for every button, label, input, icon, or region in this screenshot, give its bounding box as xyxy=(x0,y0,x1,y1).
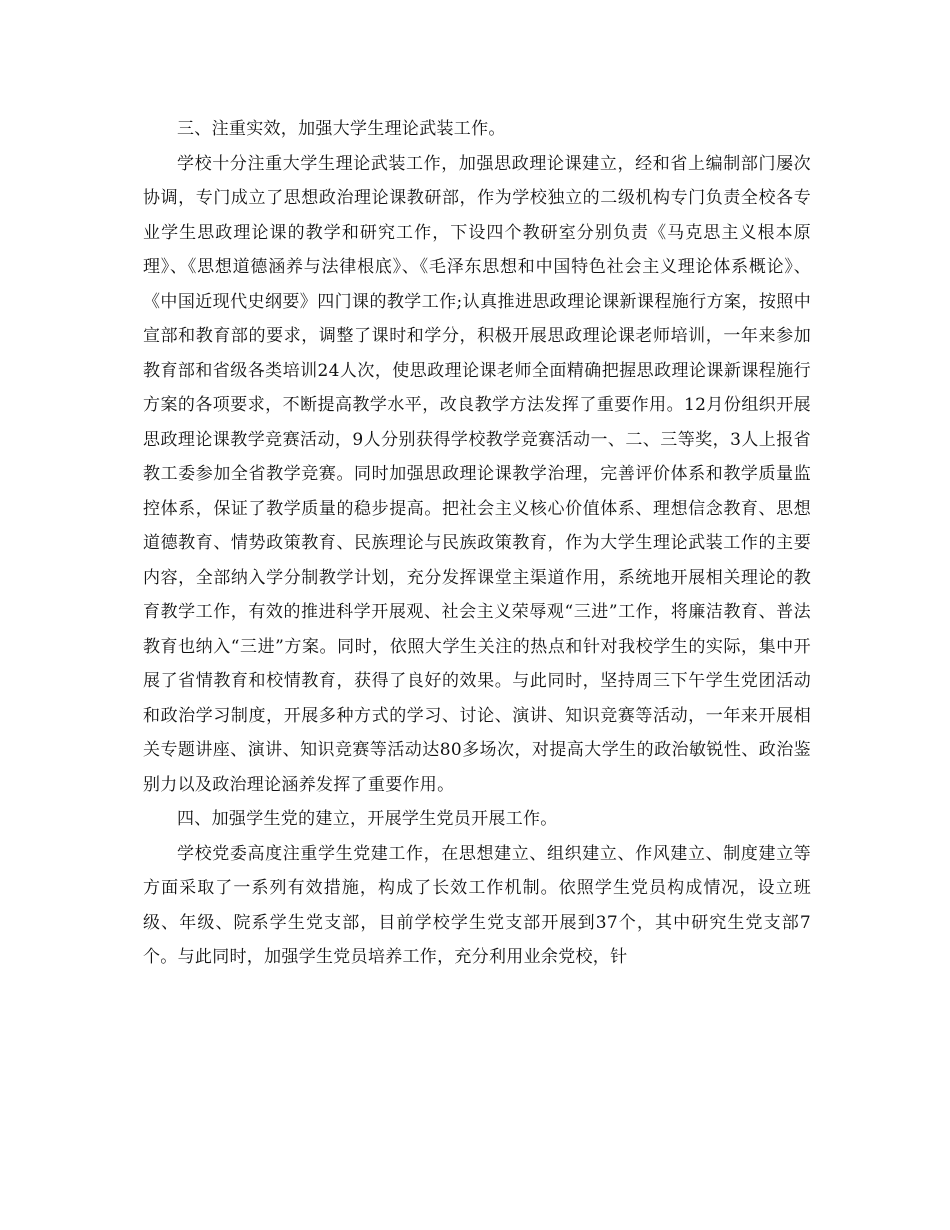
section-heading-3: 三、注重实效，加强大学生理论武装工作。 xyxy=(177,119,506,139)
document-page xyxy=(143,112,811,975)
section-body-3: 学校十分注重大学生理论武装工作，加强思政理论课建立，经和省上编制部门屡次协调，专门成立了思想政治理论课教研部，作为学校独立的二级机构专门负责全校各专业学生思政理论课的教学和研究工作，下设四个教研室分别负责《马克思主义根本原理》、《思想道德涵养与法律根底》、《毛泽东思想和中国特色社会主义理论体系概论》、《中国近现代史纲要》四门课的教学工作;认真推进思政理论课新课程施行方案，按照中宣部和教育部的要求，调整了课时和学分，积极开展思政理论课老师培训，一年来参加教育部和省级各类培训24人次，使思政理论课老师全面精确把握思政理论课新课程施行方案的各项要求，不断提高教学水平，改良教学方法发挥了重要作用。12月份组织开展思政理论课教学竞赛活动，9人分别获得学校教学竞赛活动一、二、三等奖，3人上报省教工委参加全省教学竞赛。同时加强思政理论课教学治理，完善评价体系和教学质量监控体系，保证了教学质量的稳步提高。把社会主义核心价值体系、理想信念教育、思想道德教育、情势政策教育、民族理论与民族政策教育，作为大学生理论武装工作的主要内容，全部纳入学分制教学计划，充分发挥课堂主渠道作用，系统地开展相关理论的教育教学工作，有效的推进科学开展观、社会主义荣辱观“三进”工作，将廉洁教育、普法教育也纳入“三进”方案。同时，依照大学生关注的热点和针对我校学生的实际，集中开展了省情教育和校情教育，获得了良好的效果。与此同时，坚持周三下午学生党团活动和政治学习制度，开展多种方式的学习、讨论、演讲、知识竞赛等活动，一年来开展相关专题讲座、演讲、知识竞赛等活动达80多场次，对提高大学生的政治敏锐性、政治鉴别力以及政治理论涵养发挥了重要作用。 xyxy=(143,153,811,795)
section-body-4: 学校党委高度注重学生党建工作，在思想建立、组织建立、作风建立、制度建立等方面采取了一系列有效措施，构成了长效工作机制。依照学生党员构成情况，设立班级、年级、院系学生党支部，目前学校学生党支部开展到37个，其中研究生党支部7个。与此同时，加强学生党员培养工作，充分利用业余党校，针 xyxy=(143,843,811,967)
section-heading-4: 四、加强学生党的建立，开展学生党员开展工作。 xyxy=(177,809,558,829)
